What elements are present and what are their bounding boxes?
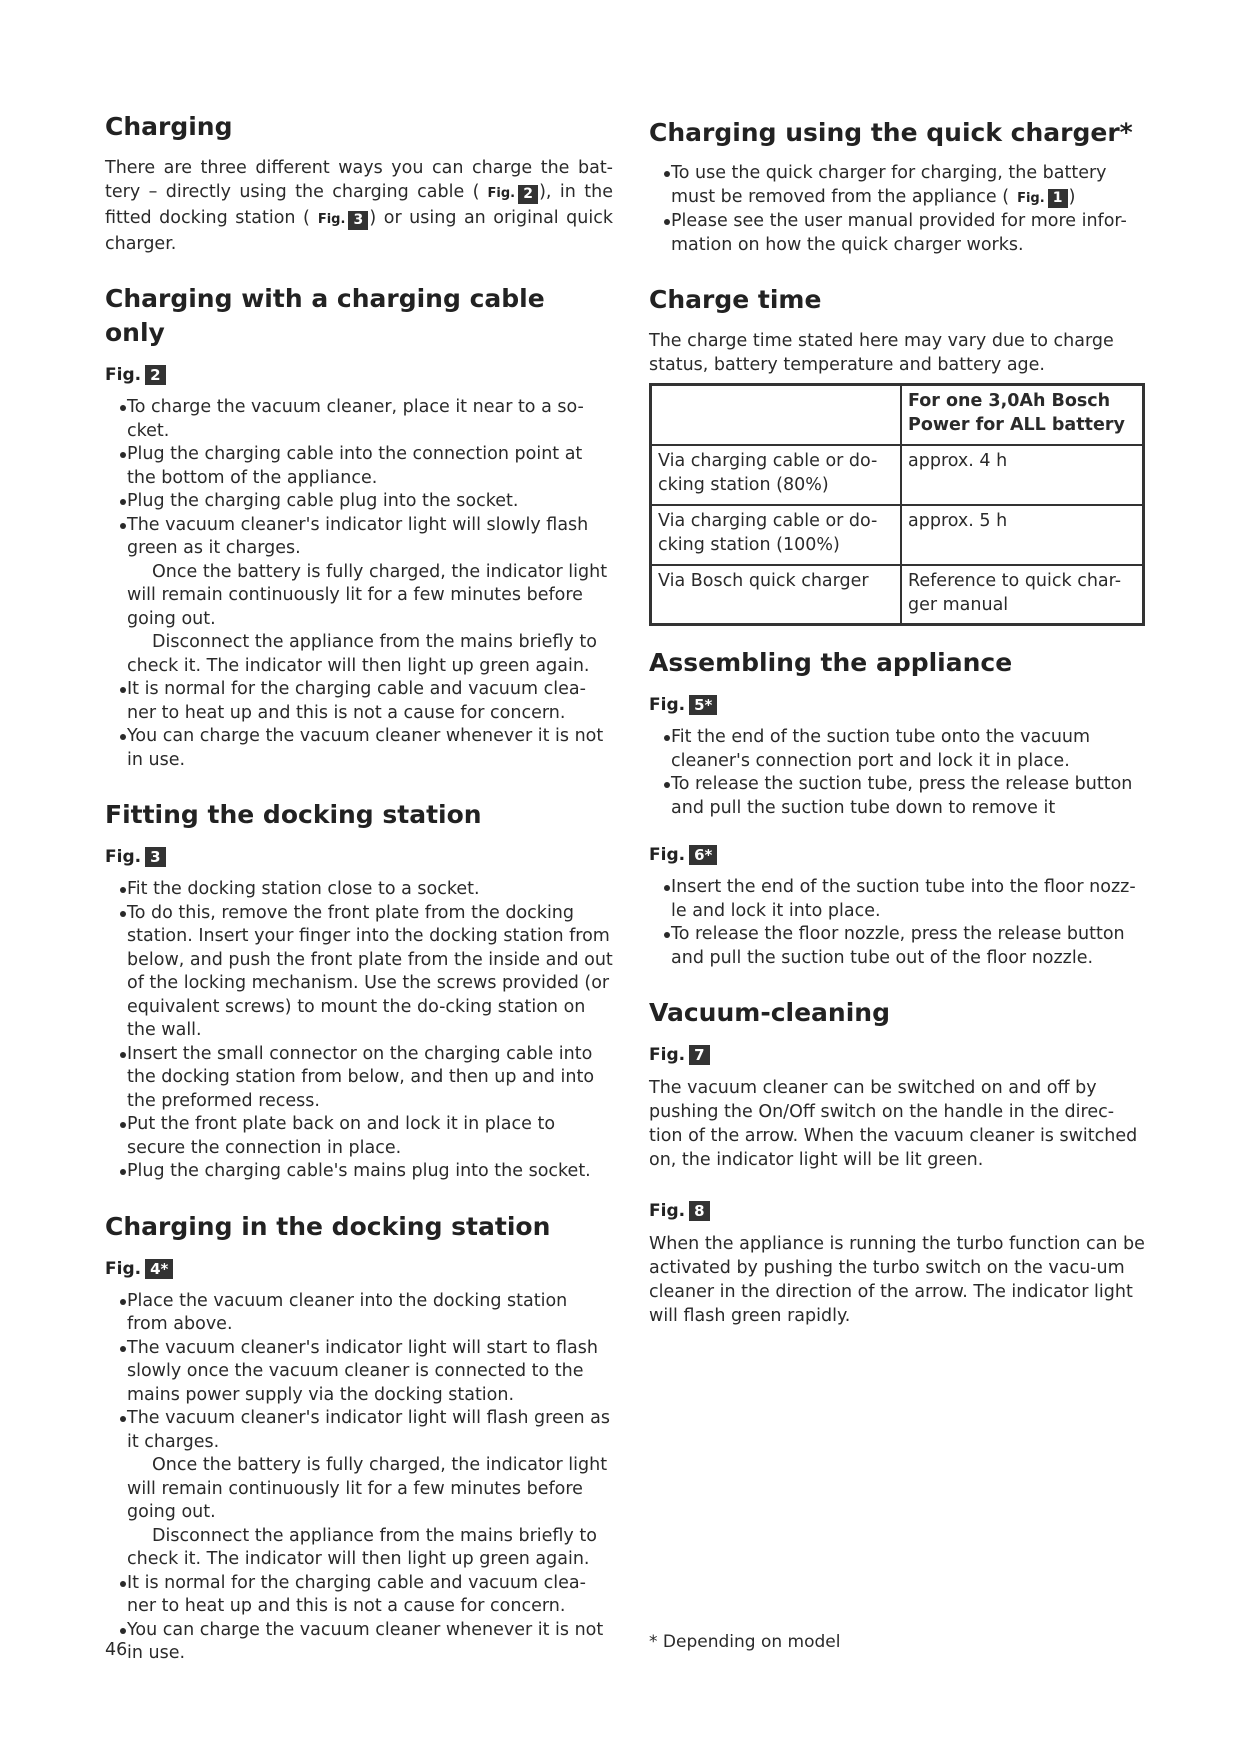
page-number: 46	[105, 1640, 128, 1660]
fig-ref-1	[1017, 187, 1068, 211]
fig-label: Fig.	[649, 845, 686, 865]
fig-label: Fig.	[649, 695, 686, 715]
section-in-docking	[105, 1210, 613, 1666]
list-item: The vacuum cleaner's indicator light will start to flash slowly once the vacuum cleaner is connected to the mains power supply via the docking station.	[127, 1337, 613, 1408]
section-assembling	[649, 646, 1145, 970]
quick-charger-list	[649, 162, 1145, 257]
list-item: Please see the user manual provided for more infor-mation on how the quick charger works.	[671, 210, 1145, 257]
fig-ref-2	[488, 182, 539, 206]
table-row	[651, 445, 1144, 505]
heading-docking: Fitting the docking station	[105, 800, 482, 829]
charge-time-table	[649, 383, 1145, 626]
charging-intro-text-1: There are three different ways you can charge the bat-tery – directly using the charging cable (	[105, 158, 613, 202]
list-item: Fit the docking station close to a socket.	[127, 878, 613, 902]
list-item: Disconnect the appliance from the mains briefly to check it. The indicator will then light up green again.	[127, 632, 597, 676]
section-vacuum-cleaning	[649, 996, 1145, 1328]
charging-intro-text-3: ) or using an original quick charger.	[105, 208, 613, 254]
list-item: Once the battery is fully charged, the indicator light will remain continuously lit for a few minutes before going out.	[127, 561, 608, 629]
fig-label: Fig.	[105, 365, 142, 385]
table-row	[651, 505, 1144, 565]
quick-item-text-2: )	[1068, 186, 1076, 207]
fig-number: 4*	[145, 1259, 173, 1279]
list-item: To do this, remove the front plate from the docking station. Insert your finger into the docking station from below, and push the front plate from the inside and out of the locking mechanism. Use the screws provided (or equivalent screws) to mount the do-cking station on the wall.	[127, 902, 613, 1043]
fig-number: 6*	[689, 845, 717, 865]
fig-ref-number: 1	[1048, 189, 1068, 208]
vacuum-paragraph-1: The vacuum cleaner can be switched on and off by pushing the On/Off switch on the handle in the direc-tion of the arrow. When the vacuum cleaner is switched on, the indicator light will be lit green.	[649, 1078, 1138, 1170]
fig-ref-number: 3	[348, 211, 368, 230]
charging-intro-text-2: ), in the fitted docking station (	[105, 182, 613, 228]
list-item: Once the battery is fully charged, the indicator light will remain continuously lit for a few minutes before going out.	[127, 1455, 608, 1522]
quick-item-text-1: To use the quick charger for charging, the battery must be removed from the appliance (	[671, 163, 1107, 207]
list-item: The vacuum cleaner's indicator light will slowly flash green as it charges.	[127, 514, 613, 561]
table-header-empty	[651, 385, 902, 445]
fig-5-marker	[649, 692, 1145, 718]
fig-ref-label: Fig.	[1017, 190, 1045, 206]
fig-number: 7	[689, 1045, 709, 1065]
fig-number: 5*	[689, 695, 717, 715]
list-item: To release the suction tube, press the release button and pull the suction tube down to remove it	[671, 773, 1145, 820]
heading-quick-charger: Charging using the quick charger*	[649, 118, 1133, 147]
fig-7-marker	[649, 1042, 1145, 1068]
fig-4-marker	[105, 1256, 613, 1282]
assembling-list-1	[649, 726, 1145, 820]
heading-cable-only: Charging with a charging cable only	[105, 284, 545, 347]
list-item: Plug the charging cable's mains plug into the socket.	[127, 1160, 613, 1184]
cable-only-list	[105, 396, 613, 772]
charging-intro	[105, 156, 613, 256]
section-quick-charger	[649, 116, 1145, 257]
list-item	[671, 162, 1145, 210]
list-item: Place the vacuum cleaner into the docking station from above.	[127, 1290, 613, 1337]
fig-label: Fig.	[649, 1045, 686, 1065]
section-charge-time	[649, 283, 1145, 626]
list-item: You can charge the vacuum cleaner whenever it is not in use.	[127, 1619, 613, 1666]
footnote: * Depending on model	[649, 1632, 841, 1652]
list-item: Insert the small connector on the charging cable into the docking station from below, and then up and into the preformed recess.	[127, 1043, 613, 1114]
table-row	[651, 565, 1144, 625]
table-header-row	[651, 385, 1144, 445]
left-column	[105, 110, 613, 1692]
fig-3-marker	[105, 844, 613, 870]
fig-number: 3	[145, 847, 165, 867]
list-item: To release the floor nozzle, press the release button and pull the suction tube out of the floor nozzle.	[671, 923, 1145, 970]
table-cell-time: Reference to quick char-ger manual	[901, 565, 1144, 625]
fig-6-marker	[649, 842, 1145, 868]
heading-assembling: Assembling the appliance	[649, 648, 1013, 677]
fig-ref-label: Fig.	[487, 186, 516, 201]
heading-in-docking: Charging in the docking station	[105, 1211, 551, 1241]
section-docking	[105, 798, 613, 1184]
fig-number: 2	[145, 365, 165, 385]
fig-ref-label: Fig.	[317, 212, 346, 227]
table-header-cell: For one 3,0Ah Bosch Power for ALL battery	[901, 385, 1144, 445]
list-item: Insert the end of the suction tube into the floor nozz-le and lock it into place.	[671, 876, 1145, 923]
list-item: Plug the charging cable plug into the socket.	[127, 490, 613, 514]
fig-ref-number: 2	[518, 185, 538, 204]
list-item: Disconnect the appliance from the mains briefly to check it. The indicator will then light up green again.	[127, 1525, 597, 1569]
right-column	[649, 116, 1145, 1354]
table-cell-time: approx. 4 h	[901, 445, 1144, 505]
in-docking-list	[105, 1290, 613, 1666]
section-charging	[105, 110, 613, 256]
docking-list	[105, 878, 613, 1184]
fig-number: 8	[689, 1201, 709, 1221]
heading-vacuum-cleaning: Vacuum-cleaning	[649, 998, 890, 1027]
fig-label: Fig.	[105, 847, 142, 867]
fig-2-marker	[105, 362, 613, 388]
table-cell-time: approx. 5 h	[901, 505, 1144, 565]
fig-ref-3	[318, 208, 369, 232]
list-item: Put the front plate back on and lock it in place to secure the connection in place.	[127, 1113, 613, 1160]
table-cell-method: Via charging cable or do-cking station (80%)	[651, 445, 902, 505]
fig-8-marker	[649, 1198, 1145, 1224]
list-item: It is normal for the charging cable and vacuum clea-ner to heat up and this is not a cause for concern.	[127, 678, 613, 725]
list-item: Fit the end of the suction tube onto the vacuum cleaner's connection port and lock it in place.	[671, 726, 1145, 773]
section-cable-only	[105, 282, 613, 772]
table-cell-method: Via charging cable or do-cking station (100%)	[651, 505, 902, 565]
assembling-list-2	[649, 876, 1145, 970]
list-item: To charge the vacuum cleaner, place it near to a so-cket.	[127, 396, 613, 443]
list-item: The vacuum cleaner's indicator light will flash green as it charges.	[127, 1407, 613, 1454]
fig-label: Fig.	[649, 1201, 686, 1221]
heading-charge-time: Charge time	[649, 285, 822, 314]
vacuum-paragraph-2: When the appliance is running the turbo function can be activated by pushing the turbo switch on the vacu-um cleaner in the direction of the arrow. The indicator light will flash green rapidly.	[649, 1234, 1145, 1326]
heading-charging: Charging	[105, 112, 233, 141]
table-cell-method: Via Bosch quick charger	[651, 565, 902, 625]
fig-label: Fig.	[105, 1258, 142, 1279]
charge-time-intro: The charge time stated here may vary due to charge status, battery temperature and battery age.	[649, 331, 1114, 375]
list-item: Plug the charging cable into the connection point at the bottom of the appliance.	[127, 443, 613, 490]
list-item: You can charge the vacuum cleaner whenever it is not in use.	[127, 725, 613, 772]
list-item: It is normal for the charging cable and vacuum clea-ner to heat up and this is not a cause for concern.	[127, 1572, 613, 1619]
